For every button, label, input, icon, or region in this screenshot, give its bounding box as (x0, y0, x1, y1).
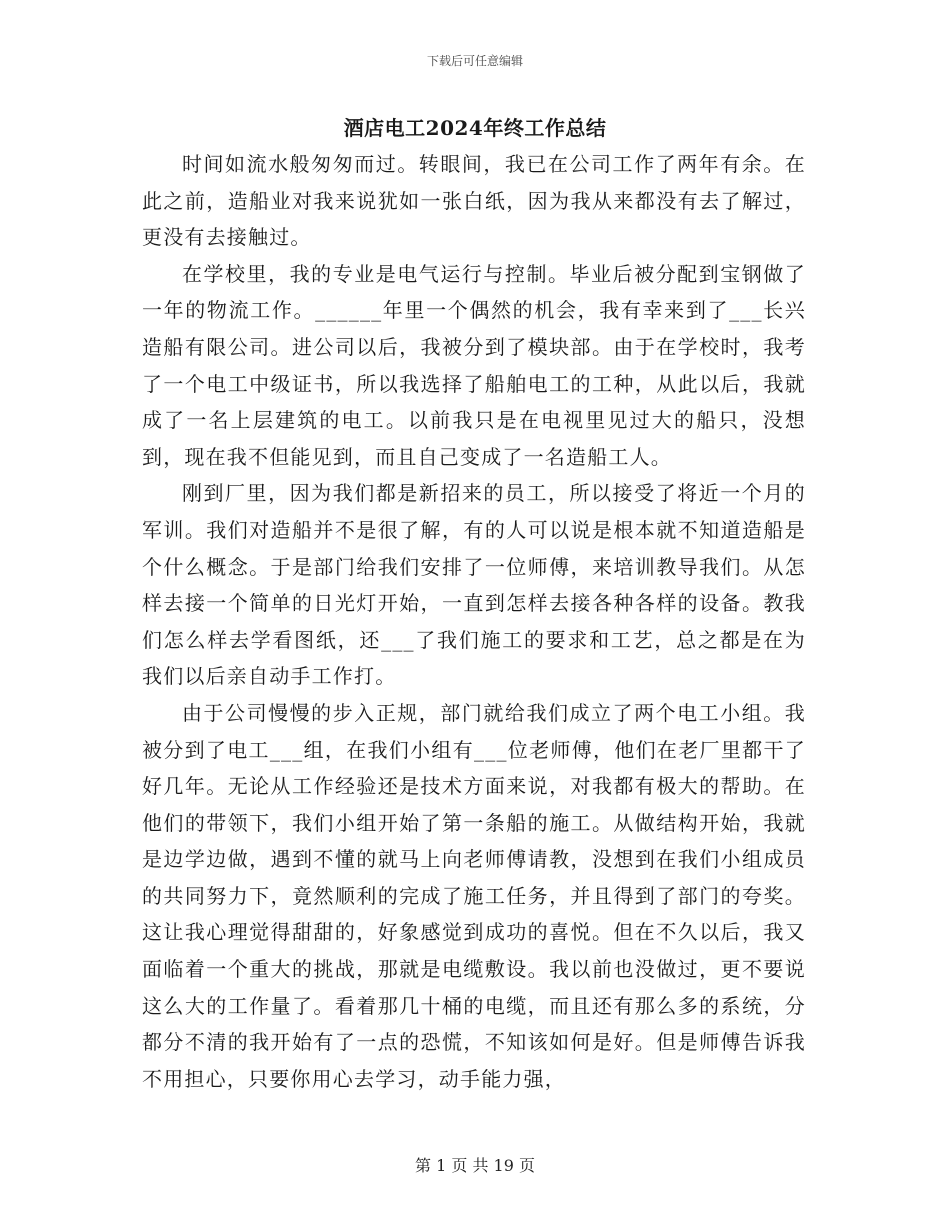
paragraph-2: 在学校里，我的专业是电气运行与控制。毕业后被分配到宝钢做了一年的物流工作。______年里一个偶然的机会，我有幸来到了___长兴造船有限公司。进公司以后，我被分到了模块部。由于在学校时，我考了一个电工中级证书，所以我选择了船舶电工的工种，从此以后，我就成了一名上层建筑的电工。以前我只是在电视里见过大的船只，没想到，现在我不但能见到，而且自己变成了一名造船工人。 (142, 261, 806, 469)
paragraph-3: 刚到厂里，因为我们都是新招来的员工，所以接受了将近一个月的军训。我们对造船并不是很了解，有的人可以说是根本就不知道造船是个什么概念。于是部门给我们安排了一位师傅，来培训教导我们。从怎样去接一个简单的日光灯开始，一直到怎样去接各种各样的设备。教我们怎么样去学看图纸，还___了我们施工的要求和工艺，总之都是在为我们以后亲自动手工作打。 (142, 481, 806, 689)
paragraph-1: 时间如流水般匆匆而过。转眼间，我已在公司工作了两年有余。在此之前，造船业对我来说犹如一张白纸，因为我从来都没有去了解过，更没有去接触过。 (142, 152, 806, 250)
document-body (142, 146, 806, 1097)
page-number: 第 1 页 共 19 页 (415, 1156, 535, 1175)
header-note: 下载后可任意编辑 (426, 54, 523, 68)
paragraph-4: 由于公司慢慢的步入正规，部门就给我们成立了两个电工小组。我被分到了电工___组，在我们小组有___位老师傅，他们在老厂里都干了好几年。无论从工作经验还是技术方面来说，对我都有极大的帮助。在他们的带领下，我们小组开始了第一条船的施工。从做结构开始，我就是边学边做，遇到不懂的就马上向老师傅请教，没想到在我们小组成员的共同努力下，竟然顺利的完成了施工任务，并且得到了部门的夸奖。这让我心理觉得甜甜的，好象感觉到成功的喜悦。但在不久以后，我又面临着一个重大的挑战，那就是电缆敷设。我以前也没做过，更不要说这么大的工作量了。看着那几十桶的电缆，而且还有那么多的系统，分都分不清的我开始有了一点的恐慌，不知该如何是好。但是师傅告诉我不用担心，只要你用心去学习，动手能力强， (142, 700, 806, 1091)
document-title: 酒店电工2024年终工作总结 (343, 116, 607, 140)
